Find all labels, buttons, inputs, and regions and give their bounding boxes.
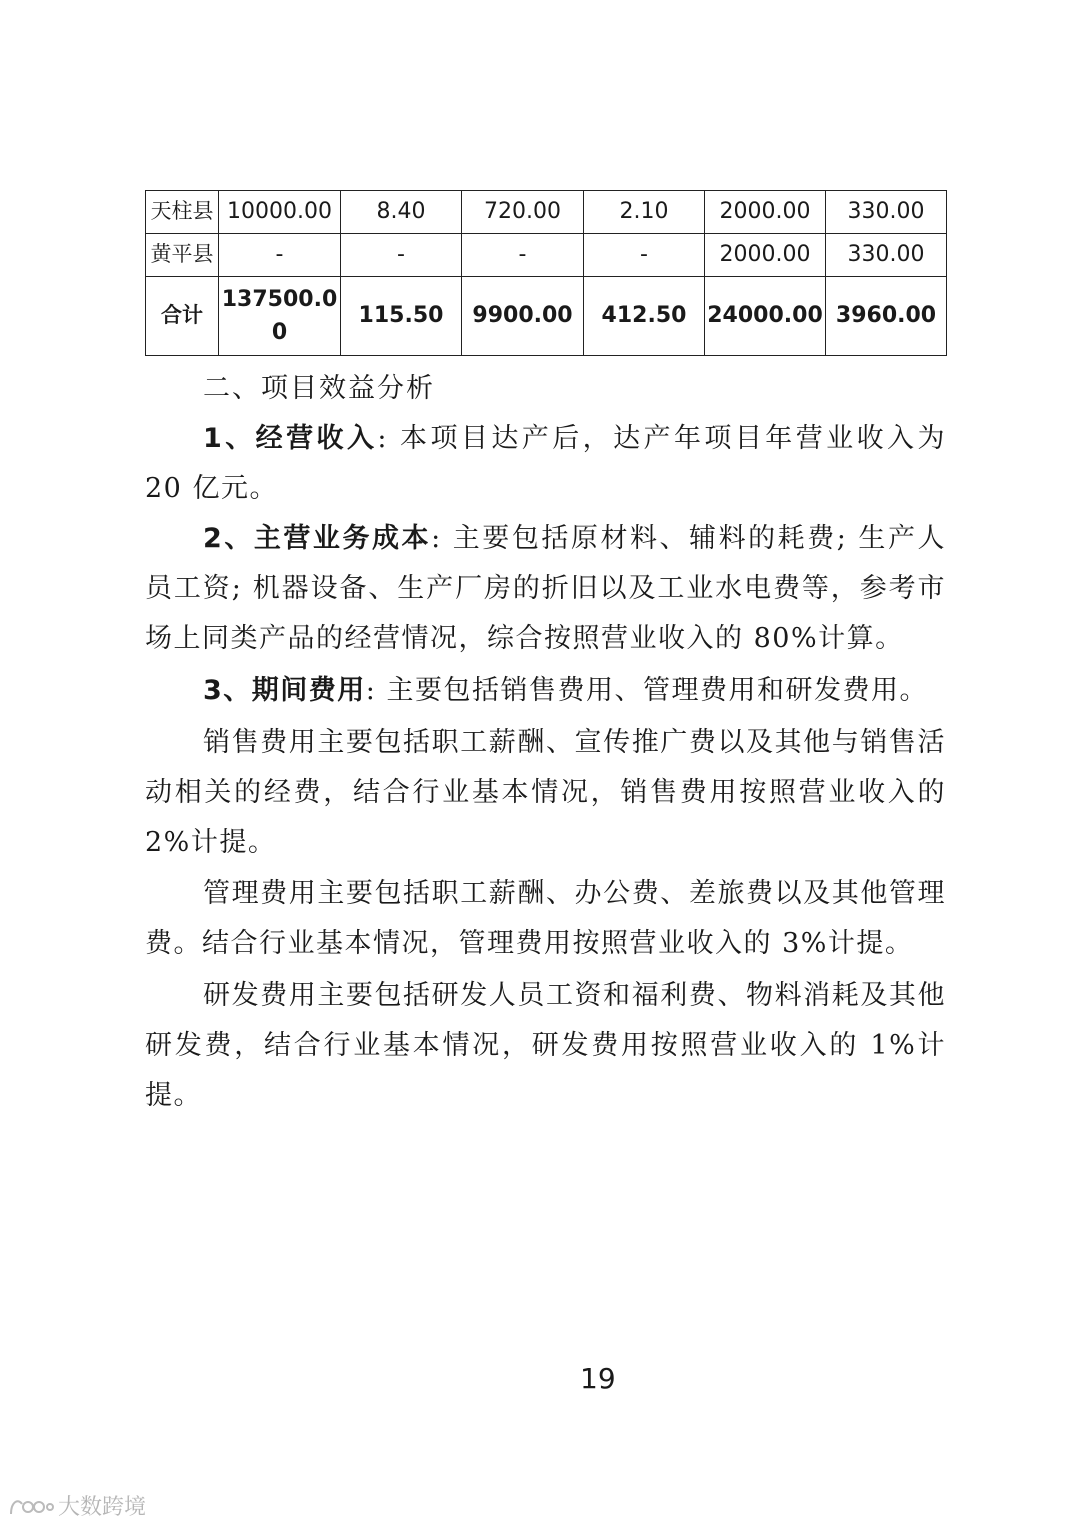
watermark xyxy=(8,1490,146,1521)
table-cell: 2000.00 xyxy=(705,191,826,234)
table-cell: 9900.00 xyxy=(462,277,584,356)
table-cell: 10000.00 xyxy=(219,191,341,234)
paragraph-admin-expenses xyxy=(145,869,946,969)
paragraph-sales-expenses xyxy=(145,718,946,868)
page-number: 19 xyxy=(580,1362,616,1395)
table-cell: 2000.00 xyxy=(705,234,826,277)
paragraph-rd-expenses xyxy=(145,971,946,1121)
total-label: 合计 xyxy=(146,277,219,356)
table-cell: 720.00 xyxy=(462,191,584,234)
paragraph-lead: 1、经营收入 xyxy=(203,423,378,454)
total-row xyxy=(146,277,947,356)
paragraph-text: 研发费用主要包括研发人员工资和福利费、物料消耗及其他研发费，结合行业基本情况，研发费用按照营业收入的 1%计提。 xyxy=(145,980,946,1111)
table-cell: 330.00 xyxy=(826,191,947,234)
watermark-logo-icon xyxy=(8,1494,54,1518)
paragraph-lead: 3、期间费用 xyxy=(203,675,366,706)
table-row xyxy=(146,234,947,277)
table-cell: - xyxy=(341,234,462,277)
table-cell: - xyxy=(219,234,341,277)
paragraph-text: 销售费用主要包括职工薪酬、宣传推广费以及其他与销售活动相关的经费，结合行业基本情况，销售费用按照营业收入的 2%计提。 xyxy=(145,727,946,858)
table-cell: - xyxy=(584,234,705,277)
table-cell: 8.40 xyxy=(341,191,462,234)
watermark-text: 大数跨境 xyxy=(58,1495,147,1520)
paragraph-operating-revenue xyxy=(145,414,946,514)
paragraph-text: : 本项目达产后，达产年项目年营业收入为 20 亿元。 xyxy=(145,423,946,504)
table-cell: 137500.00 xyxy=(219,277,341,356)
table-cell: 24000.00 xyxy=(705,277,826,356)
paragraph-period-expenses xyxy=(145,666,946,716)
row-label: 黄平县 xyxy=(146,234,219,277)
paragraph-main-cost xyxy=(145,514,946,664)
paragraph-text: : 主要包括原材料、辅料的耗费; 生产人员工资; 机器设备、生产厂房的折旧以及工业水电费等，参考市场上同类产品的经营情况，综合按照营业收入的 80%计算。 xyxy=(145,523,946,654)
table-cell: 115.50 xyxy=(341,277,462,356)
table-cell: 330.00 xyxy=(826,234,947,277)
data-table xyxy=(145,190,947,356)
table-cell: 3960.00 xyxy=(826,277,947,356)
table-cell: - xyxy=(462,234,584,277)
section-title: 二、项目效益分析 xyxy=(203,373,435,404)
paragraph-lead: 2、主营业务成本 xyxy=(203,523,432,554)
table-cell: 2.10 xyxy=(584,191,705,234)
paragraph-text: : 主要包括销售费用、管理费用和研发费用。 xyxy=(365,675,928,706)
row-label: 天柱县 xyxy=(146,191,219,234)
table-row xyxy=(146,191,947,234)
paragraph-text: 管理费用主要包括职工薪酬、办公费、差旅费以及其他管理费。结合行业基本情况，管理费用按照营业收入的 3%计提。 xyxy=(145,878,946,959)
table-cell: 412.50 xyxy=(584,277,705,356)
